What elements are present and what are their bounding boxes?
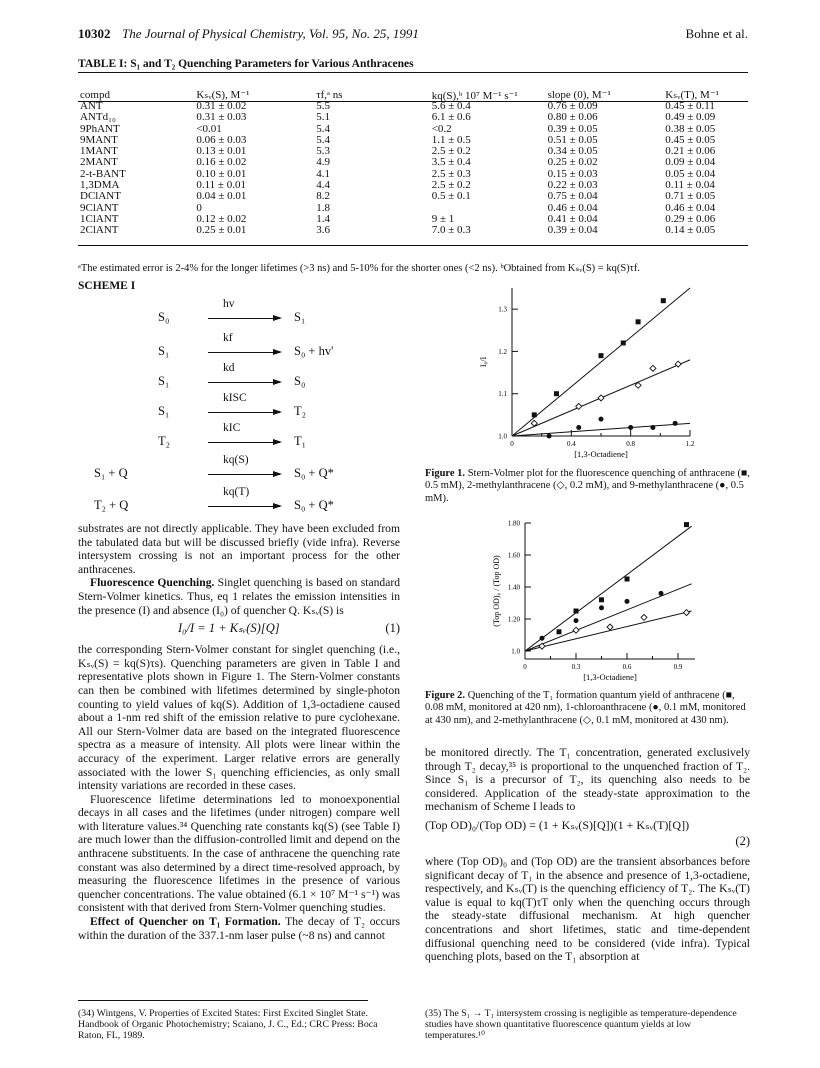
paragraph: the corresponding Stern-Volmer constant for singlet quenching (i.e., Kₛᵥ(S) = kq(S)τs). Quenching parameters are given in Table I and representative plots shown in Figure 1. The Stern-Volmer constants can then be combined with lifetimes determined by single-photon counting to yield values of kq(S). Addition of 1,3-octadiene caused about a 1-nm red shift of the emission relative to pure cyclohexane. All our Stern-Volmer data are based on the integrated fluorescence spectra as a measure of intensity. All plots were linear within the accuracy of the experiment. Larger relative errors are generally associated with the lower S₁ quenching efficiencies, as only small intensity variations are recorded in these cases. xyxy=(78,643,400,793)
fit-line xyxy=(512,288,690,436)
table-row xyxy=(78,101,748,112)
paragraph: Fluorescence lifetime determinations led to monoexponential decays in all cases and the lifetimes (under nitrogen) compare well with literature values.³⁴ Quenching rate constants kq(S) (see Table I) are much lower than the diffusion-controlled limit and depend on the anthracene substituents. In the case of anthracene the quenching rate constant was also determined by a direct time-resolved approach, by measuring the fluorescence lifetimes in the presence of various quencher concentrations. The value obtained (6.1 × 10⁷ M⁻¹ s⁻¹) was consistent with that derived from Stern-Volmer quenching studies. xyxy=(78,792,400,915)
table-row xyxy=(78,214,748,225)
data-point-square xyxy=(532,412,537,417)
scheme-product: S₀ + Q* xyxy=(294,498,334,512)
paragraph: substrates are not directly applicable. They have been excluded from the tabulated data but will be discussed briefly (vide infra). Reverse intersystem crossing is not an important process for the other anthracenes. xyxy=(78,522,400,576)
compound-cell: 1ClANT xyxy=(80,212,119,225)
value-cell: 5.5 xyxy=(316,100,330,112)
table-row xyxy=(78,112,748,123)
y-tick-label: 1.1 xyxy=(498,390,507,399)
running-authors: Bohne et al. xyxy=(685,26,748,41)
data-point-square xyxy=(621,340,626,345)
value-cell: 4.1 xyxy=(316,167,330,180)
scheme-product: S₀ xyxy=(294,374,306,388)
scheme-rate-constant: kISC xyxy=(223,392,247,404)
data-point-diamond xyxy=(573,627,579,633)
journal-title: The Journal of Physical Chemistry, Vol. 95, No. 25, 1991 xyxy=(122,26,419,41)
value-cell: 9 ± 1 xyxy=(431,212,455,225)
value-cell: 1.1 ± 0.5 xyxy=(431,133,471,146)
value-cell: 0.38 ± 0.05 xyxy=(665,122,716,135)
paragraph xyxy=(78,576,400,617)
value-cell: 0.06 ± 0.03 xyxy=(196,133,247,146)
value-cell: 0.04 ± 0.01 xyxy=(196,190,247,203)
right-column xyxy=(425,746,750,964)
data-point-circle xyxy=(540,636,545,641)
data-point-square xyxy=(636,319,641,324)
x-tick-label: 0.9 xyxy=(673,663,683,671)
page-number: 10302 xyxy=(78,26,111,41)
scheme-arrow xyxy=(208,382,280,383)
value-cell: 0.75 ± 0.04 xyxy=(547,190,598,203)
table-title: TABLE I: S₁ and T₂ Quenching Parameters for Various Anthracenes xyxy=(78,58,414,70)
value-cell: 0.25 ± 0.01 xyxy=(196,224,247,237)
compound-cell: ANTd₁₀ xyxy=(80,111,116,124)
compound-cell: DClANT xyxy=(80,190,121,203)
table-row xyxy=(78,135,748,146)
compound-cell: 9ClANT xyxy=(80,201,119,214)
value-cell: 0.49 ± 0.09 xyxy=(665,111,716,124)
value-cell: 2.5 ± 0.2 xyxy=(431,179,471,192)
value-cell: 4.9 xyxy=(316,156,330,169)
compound-cell: 2MANT xyxy=(80,156,118,169)
data-point-circle xyxy=(625,599,630,604)
data-point-circle xyxy=(673,421,678,426)
value-cell: 1.8 xyxy=(316,201,330,214)
equation-1 xyxy=(78,619,400,641)
value-cell: 3.5 ± 0.4 xyxy=(431,156,471,169)
col-header: Kₛᵥ(S), M⁻¹ xyxy=(196,88,250,101)
equation-2 xyxy=(425,817,750,853)
value-cell: 0.46 ± 0.04 xyxy=(665,201,716,214)
value-cell: 0.16 ± 0.02 xyxy=(196,156,247,169)
data-point-circle xyxy=(599,605,604,610)
caption-text: Quenching of the T₁ formation quantum yield of anthracene (■, 0.08 mM, monitored at 420 nm), 1-chloroanthracene (●, 0.1 mM, monitored at 430 nm), and 2-methylanthracene (◇, 0.1 mM, monitored at 430 nm). xyxy=(425,690,746,726)
value-cell: 7.0 ± 0.3 xyxy=(431,224,471,237)
data-point-diamond xyxy=(641,614,647,620)
table-row xyxy=(78,225,748,236)
value-cell: 0.5 ± 0.1 xyxy=(431,190,471,203)
paragraph xyxy=(78,915,400,942)
scheme-rate-constant: kq(T) xyxy=(223,486,250,498)
scheme-reactant: T₂ + Q xyxy=(94,498,129,512)
value-cell: 0.11 ± 0.01 xyxy=(196,179,246,192)
value-cell: 5.4 xyxy=(316,122,330,135)
scheme-reactant: S₁ xyxy=(158,344,170,358)
col-header: slope (0), M⁻¹ xyxy=(547,88,611,101)
caption-text: Stern-Volmer plot for the fluorescence quenching of anthracene (■, 0.5 mM), 2-methylanthracene (◇, 0.2 mM), and 9-methylanthracene (●, 0.5 mM). xyxy=(425,468,750,504)
y-tick-label: 1.40 xyxy=(507,583,520,592)
value-cell: <0.01 xyxy=(196,122,222,135)
data-point-diamond xyxy=(539,643,545,649)
equation-text: I₀/I = 1 + Kₛᵥ(S)[Q] xyxy=(178,621,280,636)
data-point-diamond xyxy=(650,365,656,371)
caption-label: Figure 2. xyxy=(425,690,466,701)
scheme-title: SCHEME I xyxy=(78,280,136,292)
y-tick-label: 1.80 xyxy=(507,519,520,528)
value-cell: 0.11 ± 0.04 xyxy=(665,179,715,192)
value-cell: 0.12 ± 0.02 xyxy=(196,212,247,225)
table-row xyxy=(78,124,748,135)
value-cell: 0.14 ± 0.05 xyxy=(665,224,716,237)
scheme-reactant: T₂ xyxy=(158,434,170,448)
data-point-circle xyxy=(628,425,633,430)
paragraph-text: Singlet quenching is based on standard Stern-Volmer kinetics. Thus, eq 1 relates the emission intensities in the presence (I) and absence (I₀) of quencher Q. Kₛᵥ(S) is xyxy=(78,576,400,617)
figure-1-plot xyxy=(470,280,710,465)
scheme-arrow xyxy=(208,318,280,319)
section-heading: Fluorescence Quenching. xyxy=(90,576,215,590)
table-bottom-rule xyxy=(78,245,748,246)
x-tick-label: 1.2 xyxy=(685,440,695,448)
x-tick-label: 0.6 xyxy=(622,663,632,671)
scheme-rate-constant: kIC xyxy=(223,422,241,434)
y-tick-label: 1.2 xyxy=(498,347,507,356)
scheme-product: T₁ xyxy=(294,434,306,448)
page-header xyxy=(78,26,748,48)
data-point-square xyxy=(599,353,604,358)
scheme-arrow xyxy=(208,442,280,443)
y-tick-label: 1.0 xyxy=(511,647,520,656)
compound-cell: 9PhANT xyxy=(80,122,120,135)
y-axis-label: I₀/I xyxy=(479,356,488,368)
scheme-rate-constant: hv xyxy=(223,298,235,310)
value-cell: 0.41 ± 0.04 xyxy=(547,212,598,225)
value-cell: 4.4 xyxy=(316,179,330,192)
value-cell: 2.5 ± 0.2 xyxy=(431,145,471,158)
table-top-rule xyxy=(78,72,748,73)
table-row xyxy=(78,169,748,180)
scheme-product: T₂ xyxy=(294,404,306,418)
x-axis-label: [1,3-Octadiene] xyxy=(583,672,637,682)
value-cell: 5.3 xyxy=(316,145,330,158)
figure-2-caption xyxy=(425,690,750,727)
y-tick-label: 1.3 xyxy=(498,305,507,314)
value-cell: 8.2 xyxy=(316,190,330,203)
caption-label: Figure 1. xyxy=(425,468,466,479)
value-cell: 0.31 ± 0.03 xyxy=(196,111,247,124)
scheme-reactant: S₁ xyxy=(158,374,170,388)
value-cell: 5.1 xyxy=(316,111,330,124)
scheme-product: S₁ xyxy=(294,310,306,324)
table-row xyxy=(78,203,748,214)
value-cell: 0.45 ± 0.05 xyxy=(665,133,716,146)
y-tick-label: 1.0 xyxy=(498,432,507,441)
scheme-reactant: S₁ xyxy=(158,404,170,418)
data-point-circle xyxy=(547,434,552,439)
table-row xyxy=(78,191,748,202)
x-axis-label: [1,3-Octadiene] xyxy=(574,449,628,459)
scheme-product: S₀ + hv' xyxy=(294,344,334,358)
equation-text: (Top OD)₀/(Top OD) = (1 + Kₛᵥ(S)[Q])(1 + Kₛᵥ(T)[Q]) xyxy=(425,817,690,832)
compound-cell: 2-t-BANT xyxy=(80,167,126,180)
scheme-diagram xyxy=(78,300,438,515)
value-cell: 0.34 ± 0.05 xyxy=(547,145,598,158)
compound-cell: 1,3DMA xyxy=(80,179,120,192)
x-tick-label: 0.3 xyxy=(571,663,581,671)
x-tick-label: 0.8 xyxy=(626,440,636,448)
data-point-circle xyxy=(659,591,664,596)
value-cell: 1.4 xyxy=(316,212,330,225)
data-point-circle xyxy=(574,618,579,623)
data-point-square xyxy=(554,391,559,396)
data-point-circle xyxy=(650,425,655,430)
reference-35: (35) The S₁ → T₁ intersystem crossing is negligible as temperature-dependence studies have shown quantitative fluorescence quantum yields at low temperatures.¹⁰ xyxy=(425,1008,737,1041)
data-point-circle xyxy=(599,417,604,422)
value-cell: 0.31 ± 0.02 xyxy=(196,100,247,112)
y-tick-label: 1.60 xyxy=(507,551,520,560)
data-point-diamond xyxy=(607,624,613,630)
section-heading: Effect of Quencher on T₁ Formation. xyxy=(90,915,281,929)
table-row xyxy=(78,157,748,168)
data-point-square xyxy=(625,577,630,582)
x-tick-label: 0 xyxy=(510,440,514,448)
table-row xyxy=(78,180,748,191)
data-point-square xyxy=(574,609,579,614)
value-cell: 0.39 ± 0.04 xyxy=(547,224,598,237)
scheme-arrow xyxy=(208,474,280,475)
paragraph: be monitored directly. The T₁ concentration, generated exclusively through T₂ decay,³⁵ is proportional to the unquenched fraction of T₂. Since S₁ is a precursor of T₂, its quenching also needs to be considered. Application of the steady-state approximation to the mechanism of Scheme I leads to xyxy=(425,746,750,814)
reference-34: (34) Wintgens, V. Properties of Excited States: First Excited Singlet State. Handbook of Organic Photochemistry; Scaiano, J. C., Ed.; CRC Press: Boca Raton, FL, 1989. xyxy=(78,1008,378,1041)
y-tick-label: 1.20 xyxy=(507,615,520,624)
scheme-rate-constant: kq(S) xyxy=(223,454,249,466)
value-cell: 3.6 xyxy=(316,224,330,237)
value-cell: 0.15 ± 0.03 xyxy=(547,167,598,180)
value-cell: <0.2 xyxy=(431,122,452,135)
scheme-rate-constant: kd xyxy=(223,362,235,374)
value-cell: 0.71 ± 0.05 xyxy=(665,190,716,203)
table-body xyxy=(78,101,748,237)
value-cell: 0.76 ± 0.09 xyxy=(547,100,598,112)
col-header: Kₛᵥ(T), M⁻¹ xyxy=(665,88,719,101)
value-cell: 0.22 ± 0.03 xyxy=(547,179,598,192)
value-cell: 0.13 ± 0.01 xyxy=(196,145,247,158)
value-cell: 0.80 ± 0.06 xyxy=(547,111,598,124)
data-point-square xyxy=(661,298,666,303)
table-footnote: ᵃThe estimated error is 2-4% for the longer lifetimes (>3 ns) and 5-10% for the shorter ones (<2 ns). ᵇObtained from Kₛᵥ(S) = kq(S)τf. xyxy=(78,263,641,274)
data-point-square xyxy=(557,629,562,634)
col-header: kq(S),ᵇ 10⁷ M⁻¹ s⁻¹ xyxy=(431,90,518,102)
scheme-rate-constant: kf xyxy=(223,332,233,344)
equation-number: (2) xyxy=(735,833,750,848)
footnote-rule xyxy=(78,1000,368,1001)
value-cell: 0.45 ± 0.11 xyxy=(665,100,715,112)
value-cell: 0.46 ± 0.04 xyxy=(547,201,598,214)
value-cell: 0.25 ± 0.02 xyxy=(547,156,598,169)
fit-line xyxy=(525,526,692,651)
value-cell: 0.10 ± 0.01 xyxy=(196,167,247,180)
col-header: τf,ᵃ ns xyxy=(316,88,343,101)
compound-cell: ANT xyxy=(80,100,103,112)
scheme-product: S₀ + Q* xyxy=(294,466,334,480)
paragraph: where (Top OD)₀ and (Top OD) are the transient absorbances before significant decay of T₁ in the absence and presence of 1,3-octadiene, respectively, and Kₛᵥ(T) is the quenching efficiency of T₂. The Kₛᵥ(T) value is equal to kq(T)τT only when the quenching occurs through the steady-state diffusional mechanism. At high quencher concentrations and short lifetimes, static and time-dependent diffusional quenching need to be considered (vide infra). Typical quenching plots, based on the T₁ absorption at xyxy=(425,854,750,964)
x-tick-label: 0.4 xyxy=(566,440,576,448)
value-cell: 6.1 ± 0.6 xyxy=(431,111,471,124)
scheme-arrow xyxy=(208,506,280,507)
value-cell: 0.21 ± 0.06 xyxy=(665,145,716,158)
compound-cell: 1MANT xyxy=(80,145,118,158)
quenching-table xyxy=(78,76,748,237)
compound-cell: 2ClANT xyxy=(80,224,119,237)
value-cell: 0.39 ± 0.05 xyxy=(547,122,598,135)
x-tick-label: 0 xyxy=(523,663,527,671)
value-cell: 5.6 ± 0.4 xyxy=(431,100,471,112)
figure-1-caption xyxy=(425,468,750,505)
data-point-diamond xyxy=(598,395,604,401)
value-cell: 0.29 ± 0.06 xyxy=(665,212,716,225)
scheme-arrow xyxy=(208,412,280,413)
left-column xyxy=(78,522,400,942)
data-point-diamond xyxy=(684,610,690,616)
value-cell: 0.05 ± 0.04 xyxy=(665,167,716,180)
scheme-arrow xyxy=(208,352,280,353)
scheme-reactant: S₀ xyxy=(158,310,170,324)
scheme-reactant: S₁ + Q xyxy=(94,466,128,480)
data-point-square xyxy=(599,597,604,602)
table-row xyxy=(78,146,748,157)
value-cell: 0 xyxy=(196,201,202,214)
col-header: compd xyxy=(80,88,110,101)
value-cell: 5.4 xyxy=(316,133,330,146)
figure-2-plot xyxy=(475,515,715,690)
paragraph-text: The decay of T₂ occurs within the duration of the 337.1-nm laser pulse (~8 ns) and cannot xyxy=(78,915,400,942)
compound-cell: 9MANT xyxy=(80,133,118,146)
value-cell: 0.51 ± 0.05 xyxy=(547,133,598,146)
y-axis-label: (Top OD)₀ / (Top OD) xyxy=(492,555,501,627)
value-cell: 2.5 ± 0.3 xyxy=(431,167,471,180)
data-point-circle xyxy=(576,425,581,430)
value-cell: 0.09 ± 0.04 xyxy=(665,156,716,169)
equation-number: (1) xyxy=(385,621,400,636)
data-point-square xyxy=(684,522,689,527)
